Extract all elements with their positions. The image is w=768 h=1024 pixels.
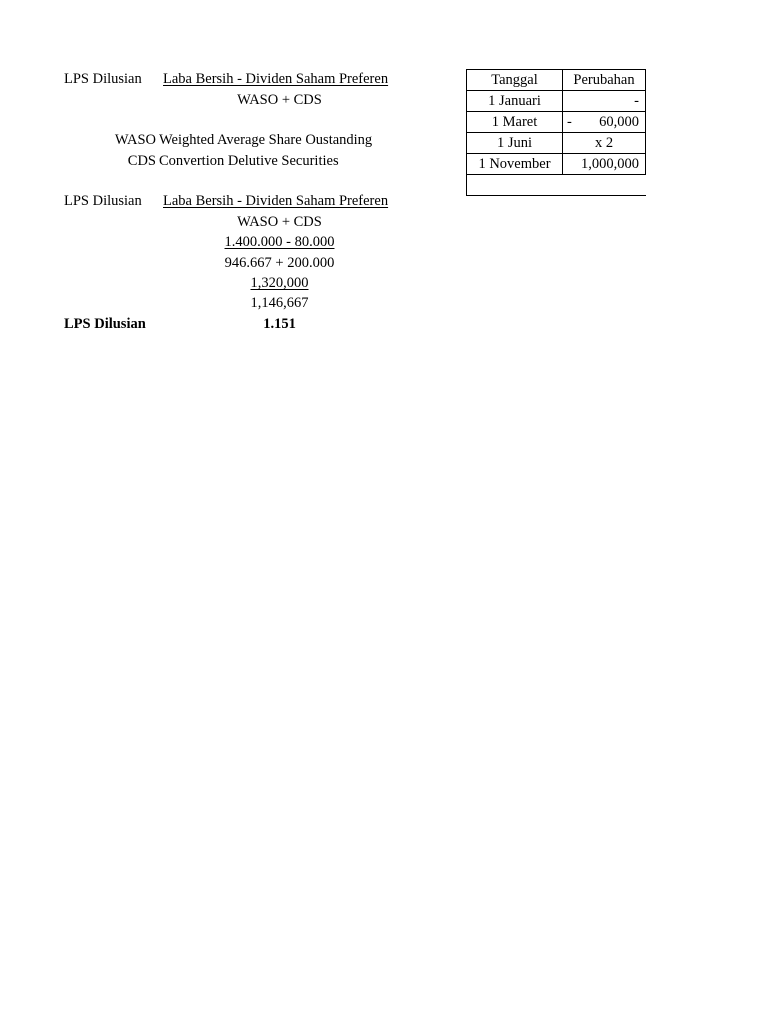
table-header-row <box>467 70 646 91</box>
result-value: 1.151 <box>263 316 296 332</box>
formula1-denominator: WASO + CDS <box>237 92 322 108</box>
table-row-empty <box>467 175 646 196</box>
cell-tanggal: 1 November <box>467 154 563 174</box>
header-tanggal: Tanggal <box>467 70 563 90</box>
cell-perubahan <box>563 112 646 132</box>
calc-numerator-text: 1.400.000 - 80.000 <box>224 234 335 250</box>
definition-text-waso: Weighted Average Share Oustanding <box>159 132 373 148</box>
calc-numerator <box>163 232 396 252</box>
empty-cell <box>467 175 646 195</box>
table-row <box>467 154 646 175</box>
result-numerator <box>163 273 396 293</box>
cell-tanggal: 1 Juni <box>467 133 563 153</box>
definition-abbr-waso: WASO <box>114 132 156 148</box>
formula1-numerator: Laba Bersih - Dividen Saham Preferen <box>163 71 389 87</box>
calc-denominator: 946.667 + 200.000 <box>224 255 335 271</box>
cell-perubahan: 1,000,000 <box>563 154 646 174</box>
formula2-numerator: Laba Bersih - Dividen Saham Preferen <box>163 193 389 209</box>
cell-value: 60,000 <box>599 114 639 130</box>
header-perubahan: Perubahan <box>563 70 646 90</box>
result-denominator: 1,146,667 <box>250 295 309 311</box>
table-row <box>467 133 646 154</box>
formula1-label: LPS Dilusian <box>64 71 142 87</box>
cell-perubahan: x 2 <box>563 133 646 153</box>
formula2-denominator: WASO + CDS <box>237 214 322 230</box>
cell-sign: - <box>567 114 572 130</box>
cell-tanggal: 1 Januari <box>467 91 563 111</box>
cell-tanggal: 1 Maret <box>467 112 563 132</box>
cell-perubahan: - <box>563 91 646 111</box>
definition-abbr-cds: CDS <box>127 153 156 169</box>
formula2-label: LPS Dilusian <box>64 193 142 209</box>
table-row <box>467 112 646 133</box>
table-row <box>467 91 646 112</box>
perubahan-table <box>466 69 646 196</box>
result-numerator-text: 1,320,000 <box>250 275 309 291</box>
definition-text-cds: Convertion Delutive Securities <box>159 153 339 169</box>
result-label: LPS Dilusian <box>64 316 146 332</box>
